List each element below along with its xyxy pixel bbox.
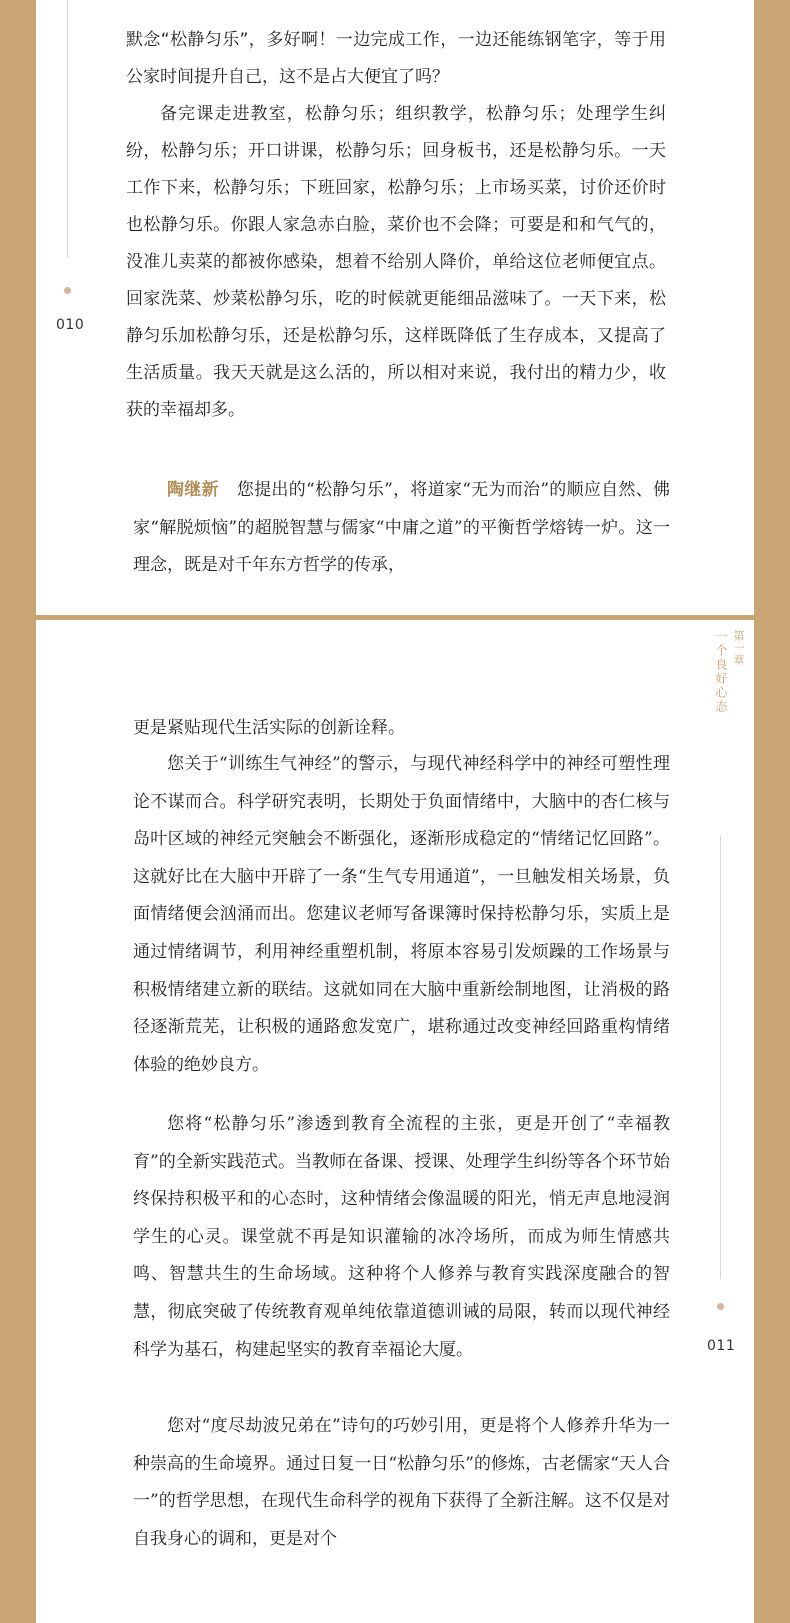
paragraph: 备完课走进教室，松静匀乐；组织教学，松静匀乐；处理学生纠纷，松静匀乐；开口讲课，松静匀乐；回身板书，还是松静匀乐。一天工作下来，松静匀乐；下班回家，松静匀乐；上市场买菜，讨价还价时也松静匀乐。你跟人家急赤白脸，菜价也不会降；可要是和和气气的，没准儿卖菜的都被你感染，想着不给别人降价，单给这位老师便宜点。回家洗菜、炒菜松静匀乐，吃的时候就更能细品滋味了。一天下来，松静匀乐加松静匀乐，还是松静匀乐，这样既降低了生存成本，又提高了生活质量。我天天就是这么活的，所以相对来说，我付出的精力少，收获的幸福却多。 bbox=[126, 104, 666, 420]
paragraph: 您关于“训练生气神经”的警示，与现代神经科学中的神经可塑性理论不谋而合。科学研究表明，长期处于负面情绪中，大脑中的杏仁核与岛叶区域的神经元突触会不断强化，逐渐形成稳定的“情绪记忆回路”。这就好比在大脑中开辟了一条“生气专用通道”，一旦触发相关场景，负面情绪便会汹涌而出。您建议老师写备课簿时保持松静匀乐，实质上是通过情绪调节，利用神经重塑机制，将原本容易引发烦躁的工作场景与积极情绪建立新的联结。这就如同在大脑中重新绘制地图，让消极的路径逐渐荒芜，让积极的通路愈发宽广，堪称通过改变神经回路重构情绪体验的绝妙良方。 bbox=[133, 754, 670, 1075]
speaker-text: 您提出的“松静匀乐”，将道家“无为而治”的顺应自然、佛家“解脱烦恼”的超脱智慧与儒家“中庸之道”的平衡哲学熔铸一炉。这一理念，既是对千年东方哲学的传承， bbox=[133, 480, 671, 576]
chapter-label: 第一章 bbox=[732, 630, 745, 666]
paragraph: 默念“松静匀乐”，多好啊！一边完成工作，一边还能练钢笔字，等于用公家时间提升自己，这不是占大便宜了吗？ bbox=[126, 30, 666, 87]
chapter-title: 一个良好心态 bbox=[714, 630, 728, 714]
right-page bbox=[36, 620, 754, 1623]
margin-rule bbox=[720, 835, 721, 1279]
paragraph: 您对“度尽劫波兄弟在”诗句的巧妙引用，更是将个人修养升华为一种崇高的生命境界。通过日复一日“松静匀乐”的修炼，古老儒家“天人合一”的哲学思想，在现代生命科学的视角下获得了全新注解。这不仅是对自我身心的调和，更是对个 bbox=[133, 1416, 670, 1549]
margin-dot bbox=[717, 1303, 724, 1310]
margin-rule bbox=[67, 0, 68, 258]
page-number: 010 bbox=[56, 317, 85, 333]
paragraph: 您将“松静匀乐”渗透到教育全流程的主张，更是开创了“幸福教育”的全新实践范式。当教师在备课、授课、处理学生纠纷等各个环节始终保持积极平和的心态时，这种情绪会像温暖的阳光，悄无声息地浸润学生的心灵。课堂就不再是知识灌输的冰冷场所，而成为师生情感共鸣、智慧共生的生命场域。这种将个人修养与教育实践深度融合的智慧，彻底突破了传统教育观单纯依靠道德训诫的局限，转而以现代神经科学为基石，构建起坚实的教育幸福论大厦。 bbox=[133, 1114, 670, 1360]
dialogue-paragraph bbox=[133, 472, 670, 585]
margin-dot bbox=[64, 287, 71, 294]
left-page bbox=[36, 0, 754, 615]
paragraph: 更是紧贴现代生活实际的创新诠释。 bbox=[133, 718, 405, 738]
speaker-name: 陶继新 bbox=[167, 480, 219, 500]
page-number: 011 bbox=[707, 1338, 736, 1354]
